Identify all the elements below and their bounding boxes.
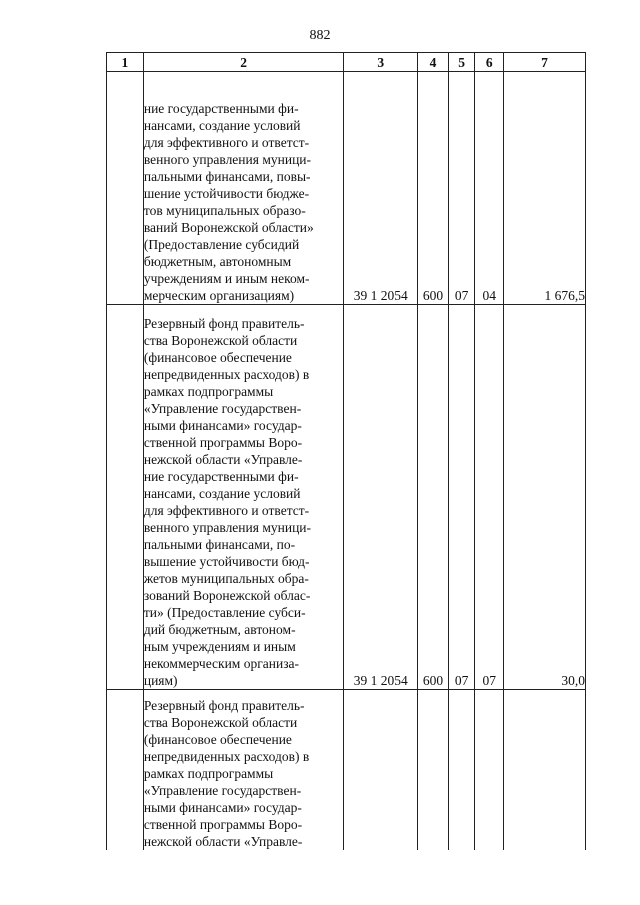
description-line: некоммерческим организа-: [143, 656, 300, 671]
budget-table: [106, 52, 586, 850]
description-line: венного управления муници-: [143, 520, 312, 535]
description-line: «Управление государствен-: [143, 783, 302, 798]
description-line: непредвиденных расходов) в: [143, 749, 310, 764]
table-row: [107, 690, 586, 851]
page-number: 882: [309, 28, 331, 43]
description-line: ти» (Предоставление субси-: [143, 605, 306, 620]
column-header-7: 7: [504, 53, 586, 72]
description-line: учреждениям и иным неком-: [143, 271, 310, 286]
description-line: зований Воронежской облас-: [143, 588, 311, 603]
target-code-cell: 39 1 2054: [344, 305, 418, 690]
expense-type-cell: 600: [418, 305, 449, 690]
row-index-cell: [107, 305, 144, 690]
expense-type-cell: 600: [418, 72, 449, 305]
table-header-row: [107, 53, 586, 72]
description-line: вышение устойчивости бюд-: [143, 554, 310, 569]
description-line: Резервный фонд правитель-: [143, 316, 305, 331]
description-line: пальными финансами, повы-: [143, 169, 311, 184]
row-index-cell: [107, 690, 144, 851]
section-cell: 07: [448, 305, 475, 690]
description-line: ние государственными фи-: [143, 101, 299, 116]
description-line: ственной программы Воро-: [143, 817, 303, 832]
description-line: ваний Воронежской области»: [143, 220, 314, 235]
description-line: ственной программы Воро-: [143, 435, 303, 450]
description-line: (финансовое обеспечение: [143, 732, 292, 747]
amount-cell: [504, 690, 586, 851]
description-line: Резервный фонд правитель-: [143, 698, 305, 713]
description-line: бюджетным, автономным: [143, 254, 292, 269]
amount-cell: 1 676,5: [504, 72, 586, 305]
column-header-6: 6: [475, 53, 504, 72]
target-code-cell: [344, 690, 418, 851]
description-cell: [143, 690, 344, 851]
description-line: рамках подпрограммы: [143, 384, 274, 399]
description-line: ства Воронежской области: [143, 715, 298, 730]
column-header-5: 5: [448, 53, 475, 72]
amount-cell: 30,0: [504, 305, 586, 690]
target-code-cell: 39 1 2054: [344, 72, 418, 305]
description-line: пальными финансами, по-: [143, 537, 296, 552]
description-line: непредвиденных расходов) в: [143, 367, 310, 382]
description-line: нежской области «Управле-: [143, 834, 303, 849]
description-line: ными финансами» государ-: [143, 418, 302, 433]
description-line: нежской области «Управле-: [143, 452, 303, 467]
description-line: ства Воронежской области: [143, 333, 298, 348]
description-line: нансами, создание условий: [143, 118, 301, 133]
description-line: нансами, создание условий: [143, 486, 301, 501]
column-header-2: 2: [143, 53, 344, 72]
description-cell: [143, 305, 344, 690]
description-line: рамках подпрограммы: [143, 766, 274, 781]
description-line: (финансовое обеспечение: [143, 350, 292, 365]
table-row: [107, 72, 586, 305]
description-line: мерческим организациям): [143, 288, 295, 303]
subsection-cell: 04: [475, 72, 504, 305]
section-cell: [448, 690, 475, 851]
row-index-cell: [107, 72, 144, 305]
column-header-4: 4: [418, 53, 449, 72]
description-line: циям): [143, 673, 178, 688]
description-line: (Предоставление субсидий: [143, 237, 300, 252]
column-header-3: 3: [344, 53, 418, 72]
description-line: тов муниципальных образо-: [143, 203, 306, 218]
table-row: [107, 305, 586, 690]
description-line: ным учреждениям и иным: [143, 639, 296, 654]
description-line: «Управление государствен-: [143, 401, 302, 416]
description-line: для эффективного и ответст-: [143, 503, 310, 518]
section-cell: 07: [448, 72, 475, 305]
expense-type-cell: [418, 690, 449, 851]
subsection-cell: [475, 690, 504, 851]
column-header-1: 1: [107, 53, 144, 72]
description-line: шение устойчивости бюдже-: [143, 186, 310, 201]
description-line: жетов муниципальных обра-: [143, 571, 309, 586]
description-line: ние государственными фи-: [143, 469, 299, 484]
description-line: дий бюджетным, автоном-: [143, 622, 296, 637]
description-line: для эффективного и ответст-: [143, 135, 310, 150]
description-line: венного управления муници-: [143, 152, 312, 167]
description-line: ными финансами» государ-: [143, 800, 302, 815]
subsection-cell: 07: [475, 305, 504, 690]
description-cell: [143, 72, 344, 305]
